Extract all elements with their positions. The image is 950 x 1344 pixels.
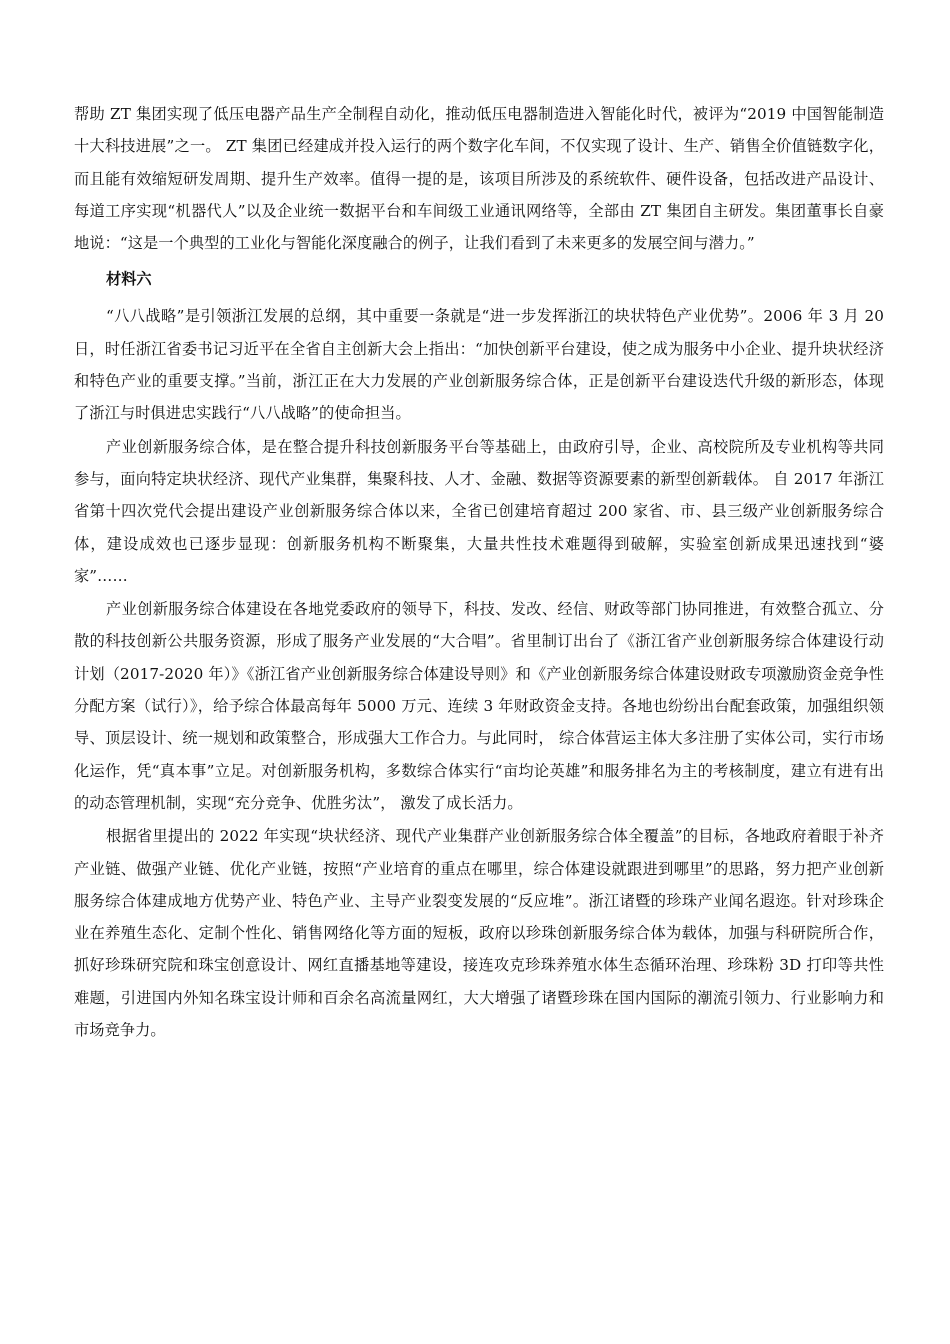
- section-heading: 材料六: [106, 270, 152, 289]
- document-page: [74, 98, 884, 1046]
- paragraph-4: 根据省里提出的 2022 年实现“块状经济、现代产业集群产业创新服务综合体全覆盖”的目标，各地政府着眼于补齐产业链、做强产业链、优化产业链，按照“产业培育的重点在哪里，综合体建设就跟进到哪里”的思路，努力把产业创新服务综合体建成地方优势产业、特色产业、主导产业裂变发展的“反应堆”。浙江诸暨的珍珠产业闻名遐迩。针对珍珠企业在养殖生态化、定制个性化、销售网络化等方面的短板，政府以珍珠创新服务综合体为载体，加强与科研院所合作，抓好珍珠研究院和珠宝创意设计、网红直播基地等建设，接连攻克珍珠养殖水体生态循环治理、珍珠粉 3D 打印等共性难题，引进国内外知名珠宝设计师和百余名高流量网红，大大增强了诸暨珍珠在国内国际的潮流引领力、行业影响力和市场竞争力。: [74, 827, 885, 1040]
- paragraph-2: 产业创新服务综合体，是在整合提升科技创新服务平台等基础上，由政府引导，企业、高校院所及专业机构等共同参与，面向特定块状经济、现代产业集群，集聚科技、人才、金融、数据等资源要素的新型创新载体。 自 2017 年浙江省第十四次党代会提出建设产业创新服务综合体以来，全省已创建培育超过 200 家省、市、县三级产业创新服务综合体，建设成效也已逐步显现：创新服务机构不断聚集，大量共性技术难题得到破解，实验室创新成果迅速找到“婆家”……: [74, 437, 884, 585]
- paragraph-3: 产业创新服务综合体建设在各地党委政府的领导下，科技、发改、经信、财政等部门协同推进，有效整合孤立、分散的科技创新公共服务资源，形成了服务产业发展的“大合唱”。省里制订出台了《浙江省产业创新服务综合体建设行动计划（2017-2020 年）》《浙江省产业创新服务综合体建设导则》和《产业创新服务综合体建设财政专项激励资金竞争性分配方案（试行）》，给予综合体最高每年 5000 万元、连续 3 年财政资金支持。各地也纷纷出台配套政策，加强组织领导、顶层设计、统一规划和政策整合，形成强大工作合力。与此同时， 综合体营运主体大多注册了实体公司，实行市场化运作，凭“真本事”立足。对创新服务机构，多数综合体实行“亩均论英雄”和服务排名为主的考核制度，建立有进有出的动态管理机制，实现“充分竞争、优胜劣汰”， 激发了成长活力。: [74, 600, 884, 812]
- continued-paragraph: 帮助 ZT 集团实现了低压电器产品生产全制程自动化，推动低压电器制造进入智能化时代，被评为“2019 中国智能制造十大科技进展”之一。 ZT 集团已经建成并投入运行的两个数字化车间，不仅实现了设计、生产、销售全价值链数字化，而且能有效缩短研发周期、提升生产效率。值得一提的是，该项目所涉及的系统软件、硬件设备，包括改进产品设计、每道工序实现“机器代人”以及企业统一数据平台和车间级工业通讯网络等，全部由 ZT 集团自主研发。集团董事长自豪地说：“这是一个典型的工业化与智能化深度融合的例子，让我们看到了未来更多的发展空间与潜力。”: [74, 105, 884, 253]
- paragraph-1: “八八战略”是引领浙江发展的总纲，其中重要一条就是“进一步发挥浙江的块状特色产业优势”。2006 年 3 月 20 日，时任浙江省委书记习近平在全省自主创新大会上指出：“加快创新平台建设，使之成为服务中小企业、提升块状经济和特色产业的重要支撑。”当前，浙江正在大力发展的产业创新服务综合体，正是创新平台建设迭代升级的新形态，体现了浙江与时俱进忠实践行“八八战略”的使命担当。: [74, 307, 884, 423]
